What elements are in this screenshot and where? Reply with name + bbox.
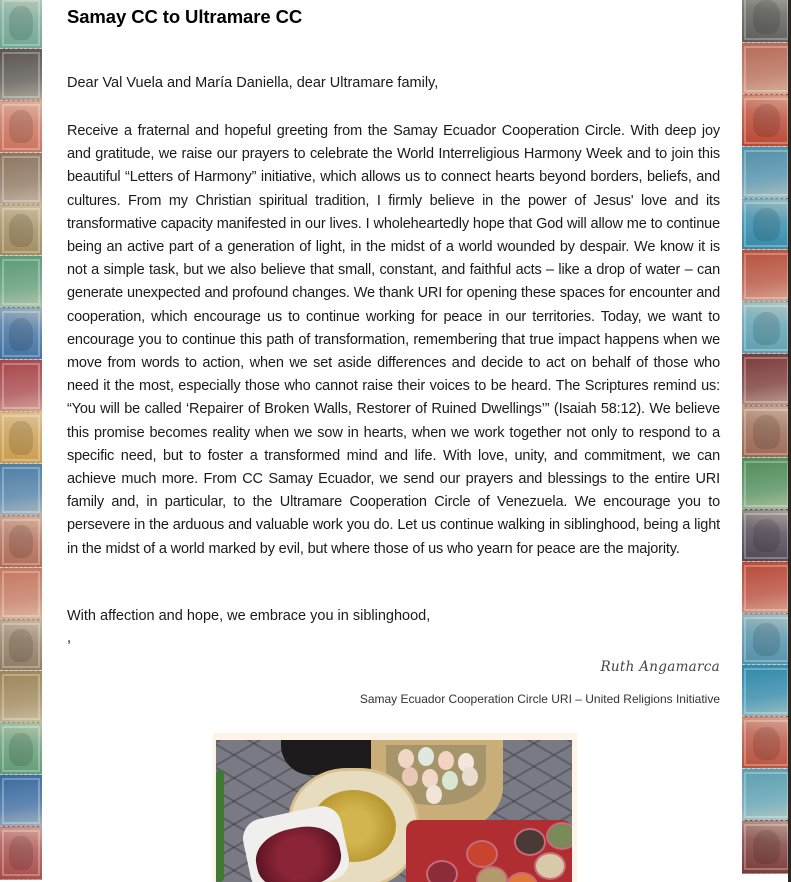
red-tablecloth [406,820,572,882]
seed-bowl [546,822,572,850]
stamp-frame [2,778,40,824]
stamp-portrait [753,0,780,33]
postage-stamp [0,359,42,413]
stamp-portrait [753,208,780,241]
postage-stamp [742,509,791,563]
stamp-frame [744,461,789,507]
postage-stamp [0,722,42,776]
photo-frame [213,733,577,882]
postage-stamp [742,198,791,252]
seed-bowl [506,872,538,882]
postage-stamp [0,774,42,828]
postage-stamp [0,670,42,724]
postage-stamp [742,613,791,667]
letter-closing: With affection and hope, we embrace you in siblinghood, [67,608,431,624]
seed-bowl [514,828,546,856]
stamp-portrait [753,519,780,552]
stamp-portrait [9,6,33,39]
postage-stamp [0,411,42,465]
postage-stamp [742,146,791,200]
stamp-frame [2,363,40,409]
egg [438,751,454,770]
seed-bowl [534,852,566,880]
stamp-frame [2,259,40,305]
stamp-portrait [9,214,33,247]
stamp-portrait [753,830,780,863]
stamp-portrait [9,525,33,558]
postage-stamp [742,457,791,511]
stamp-frame [2,467,40,513]
postage-stamp [742,664,791,718]
postage-stamp [0,152,42,206]
stamp-frame [2,674,40,720]
stamp-frame [2,52,40,98]
stamp-portrait [753,727,780,760]
postage-stamp [742,716,791,770]
stamp-portrait [753,104,780,137]
stamp-portrait [9,421,33,454]
signature: Ruth Angamarca [600,659,720,675]
postage-stamp [0,515,42,569]
stamp-frame [744,668,789,714]
postage-stamp [742,768,791,822]
postage-stamp [742,42,791,96]
stamp-portrait [753,623,780,656]
stamp-frame [744,565,789,611]
stamp-frame [744,150,789,196]
stray-comma: , [67,630,72,646]
stamp-frame [744,46,789,92]
postage-stamp [742,820,791,874]
egg [462,767,478,786]
egg [398,749,414,768]
postage-stamp [0,48,42,102]
stamp-border-left [0,0,42,882]
stamp-portrait [9,110,33,143]
egg [442,771,458,790]
postage-stamp [742,0,791,44]
letter-body: Receive a fraternal and hopeful greeting from the Samay Ecuador Cooperation Circle. With deep joy and gratitude, we raise our prayers to celebrate the World Interreligious Harmony Week and to join this beautiful “Letters of Harmony” initiative, which allows us to connect hearts beyond borders, beliefs, and cultures. From my Christian spiritual tradition, I firmly believe in the power of Jesus' love and its transformative capacity manifested in our lives. I wholeheartedly hope that God will allow me to continue being an active part of a generation of light, in the midst of a world wounded by despair. We know it is not a simple task, but we also believe that small, constant, and faithful acts – like a drop of water – can generate unexpected and profound changes. We thank URI for opening these spaces for encounter and cooperation, which encourage us to continue working for peace in our territories. Today, we want to encourage you to continue this path of transformation, remembering that true impact happens when we move from words to action, when we set aside differences and decide to act on behalf of those who need it the most, especially those who cannot raise their voices to be heard. The Scriptures remind us: “You will be called ‘Repairer of Broken Walls, Restorer of Ruined Dwellings’” (Isaiah 58:12). We believe this promise becomes reality when we sow in hearts, when we work together not only to respond to a specific need, but to foster a transformed mind and life. With love, unity, and commitment, we can achieve much more. From CC Samay Ecuador, we send our prayers and blessings to the entire URI family and, in particular, to the Ultramare Cooperation Circle of Venezuela. We encourage you to persevere in the arduous and valuable work you do. Let us continue walking in siblinghood, being a light in the midst of a world marked by evil, but where those of us who yearn for peace are the majority. [67,123,720,557]
postage-stamp [0,307,42,361]
organization-line: Samay Ecuador Cooperation Circle URI – United Religions Initiative [359,692,720,706]
egg [426,785,442,804]
seed-bowl [476,866,508,882]
letter-title: Samay CC to Ultramare CC [67,6,303,27]
stamp-portrait [753,312,780,345]
stamp-frame [744,357,789,403]
stamp-portrait [9,836,33,869]
stamp-frame [744,253,789,299]
postage-stamp [0,255,42,309]
postage-stamp [0,567,42,621]
stamp-portrait [9,318,33,351]
postage-stamp [742,405,791,459]
stamp-frame [2,571,40,617]
seed-bowl [466,840,498,868]
stamp-border-right [742,0,791,882]
postage-stamp [742,353,791,407]
postage-stamp [742,301,791,355]
egg [402,767,418,786]
postage-stamp [742,561,791,615]
postage-stamp [0,0,42,50]
postage-stamp [742,249,791,303]
postage-stamp [0,100,42,154]
stamp-portrait [753,415,780,448]
postage-stamp [0,463,42,517]
letter-salutation: Dear Val Vuela and María Daniella, dear Ultramare family, [67,75,439,91]
seed-bowl [426,860,458,882]
postage-stamp [742,94,791,148]
postage-stamp [0,826,42,880]
stamp-frame [744,772,789,818]
market-produce-photo [216,740,572,882]
egg [418,747,434,766]
stamp-portrait [9,629,33,662]
postage-stamp [0,204,42,258]
green-leaf [216,770,224,882]
postage-stamp [0,619,42,673]
stamp-portrait [9,733,33,766]
stamp-frame [2,156,40,202]
